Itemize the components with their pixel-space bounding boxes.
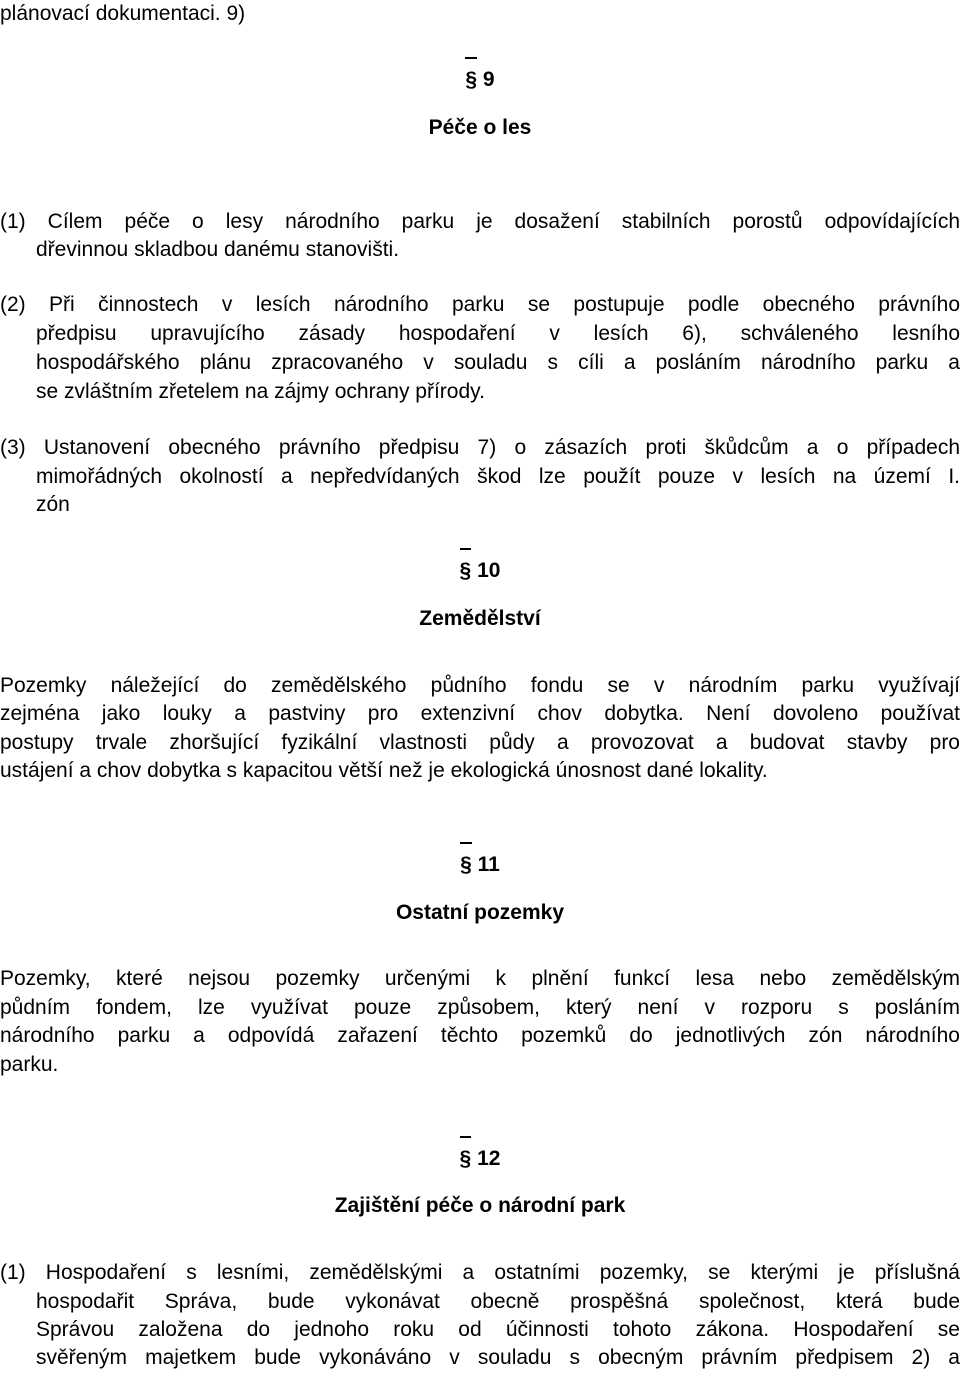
paragraph-line: hospodařit Správa, bude vykonávat obecně prospěšná společnost, která bude	[36, 1290, 960, 1313]
paragraph-line: Správou založena do jednoho roku od účinnosti tohoto zákona. Hospodaření se	[36, 1318, 960, 1341]
paragraph-line: hospodářského plánu zpracovaného v souladu s cíli a posláním národního parku a	[36, 351, 960, 374]
paragraph-line: Pozemky náležející do zemědělského půdního fondu se v národním parku využívají	[0, 674, 960, 697]
paragraph-line: ustájení a chov dobytka s kapacitou větší než je ekologická únosnost dané lokality.	[0, 759, 768, 782]
section-12-heading	[0, 1145, 960, 1173]
section-10-title: Zemědělství	[419, 607, 541, 630]
section-11-title: Ostatní pozemky	[395, 901, 565, 924]
paragraph-line: parku.	[0, 1053, 59, 1076]
section-12-title: Zajištění péče o národní park	[334, 1194, 626, 1217]
paragraph-line: zejména jako louky a pastviny pro extenzivní chov dobytka. Není dovoleno používat	[0, 702, 960, 725]
section-symbol: §	[465, 66, 477, 94]
paragraph-line: národního parku a odpovídá zařazení těchto pozemků do jednotlivých zón národního	[0, 1024, 960, 1047]
paragraph-line: mimořádných okolností a nepředvídaných škod lze použít pouze v lesích na území I.	[36, 465, 960, 488]
section-symbol: §	[460, 1145, 472, 1173]
paragraph-line: dřevinnou skladbou danému stanovišti.	[36, 238, 400, 261]
paragraph-line: svěřeným majetkem bude vykonáváno v souladu s obecným právním předpisem 2) a	[36, 1346, 960, 1369]
section-number: 11	[477, 853, 500, 876]
paragraph-line: postupy trvale zhoršující fyzikální vlastnosti půdy a provozovat a budovat stavby pro	[0, 731, 960, 754]
section-symbol: §	[460, 557, 472, 585]
paragraph-line: (2) Při činnostech v lesích národního parku se postupuje podle obecného právního	[0, 293, 960, 316]
section-number: 10	[477, 559, 501, 582]
section-number: 12	[477, 1147, 501, 1170]
paragraph-line: Pozemky, které nejsou pozemky určenými k plnění funkcí lesa nebo zemědělským	[0, 967, 960, 990]
section-11-heading	[0, 851, 960, 879]
paragraph-line: půdním fondem, lze využívat pouze způsobem, který není v rozporu s posláním	[0, 996, 960, 1019]
paragraph-line: (1) Cílem péče o lesy národního parku je dosažení stabilních porostů odpovídajících	[0, 210, 960, 233]
section-symbol: §	[460, 851, 472, 879]
paragraph-line: se zvláštním zřetelem na zájmy ochrany přírody.	[36, 380, 485, 403]
paragraph-line: (3) Ustanovení obecného právního předpisu 7) o zásazích proti škůdcům a o případech	[0, 436, 960, 459]
paragraph-line: zón	[36, 493, 70, 516]
section-10-heading	[0, 557, 960, 585]
section-9-title: Péče o les	[428, 116, 532, 139]
intro-line: plánovací dokumentaci. 9)	[0, 2, 246, 25]
paragraph-line: předpisu upravujícího zásady hospodaření v lesích 6), schváleného lesního	[36, 322, 960, 345]
section-9-heading	[0, 66, 960, 94]
paragraph-line: (1) Hospodaření s lesními, zemědělskými a ostatními pozemky, se kterými je příslušná	[0, 1261, 960, 1284]
section-number: 9	[482, 68, 495, 91]
